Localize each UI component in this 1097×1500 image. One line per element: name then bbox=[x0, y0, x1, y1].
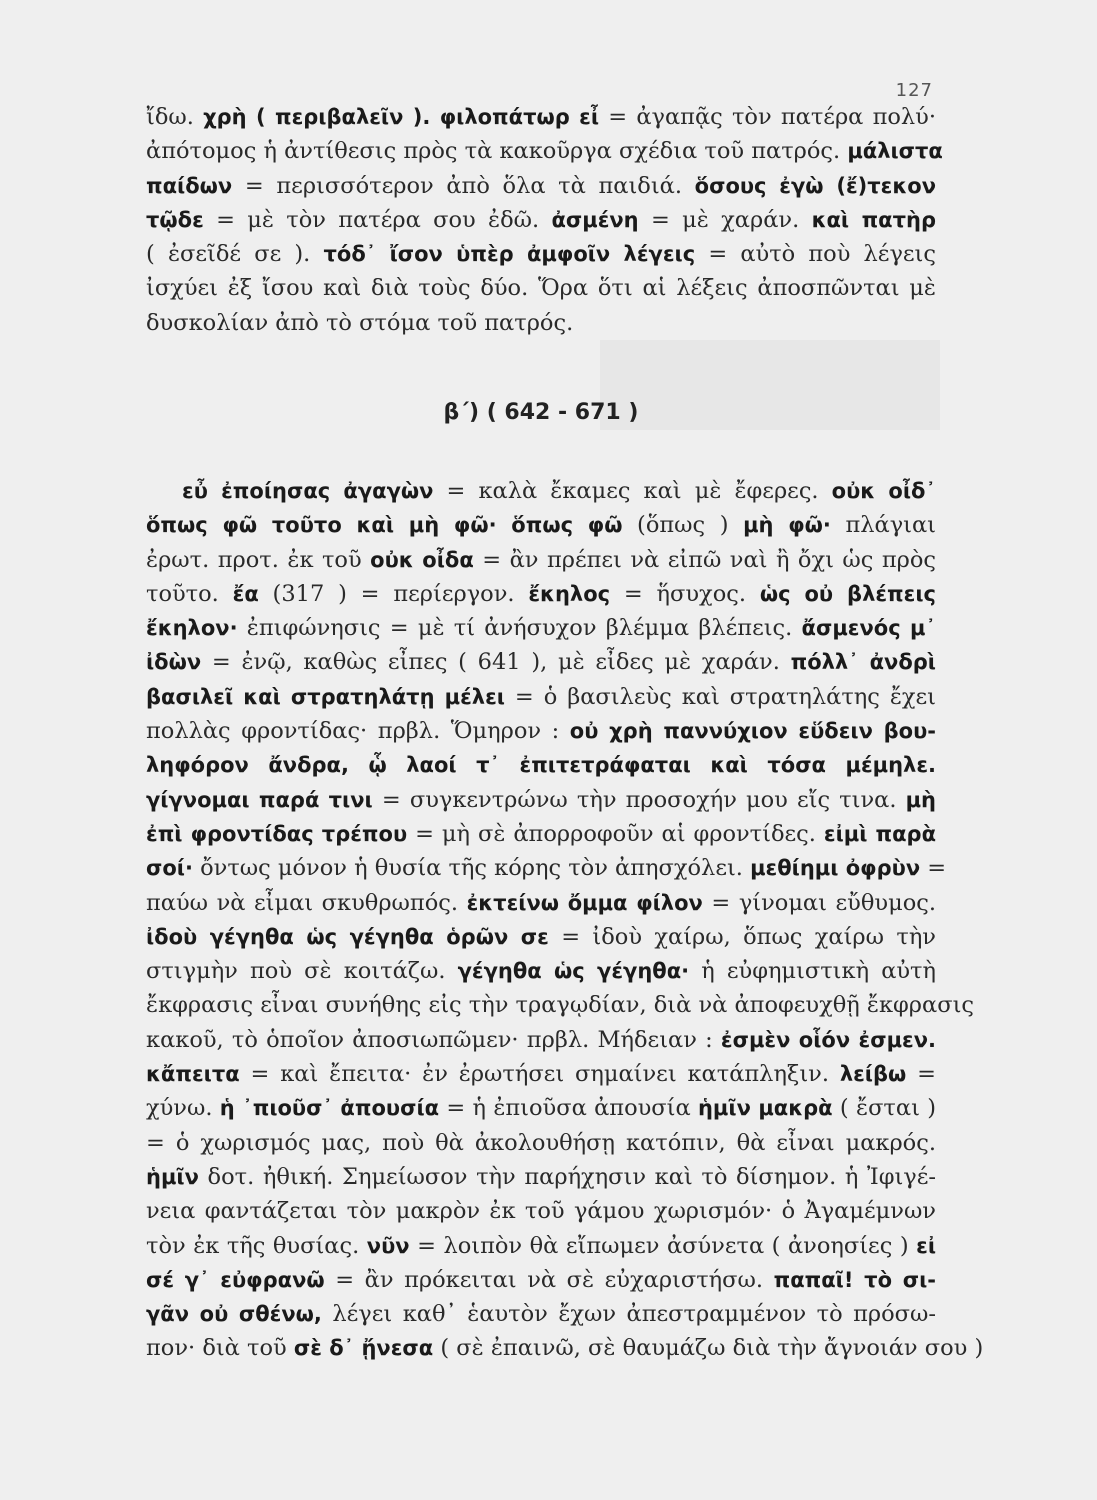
lemma-bold: ἰδοὺ γέγηθα ὡς γέγηθα ὁρῶν σε bbox=[146, 924, 549, 949]
commentary-paragraph-2 bbox=[146, 474, 984, 1366]
section-heading: β΄) ( 642 - 671 ) bbox=[443, 400, 639, 425]
gloss-text: (317 ) = περίεργον. bbox=[258, 580, 529, 607]
gloss-text: πλάγιαι bbox=[830, 512, 936, 539]
text-line bbox=[146, 680, 936, 714]
lemma-bold: καὶ πατὴρ bbox=[811, 207, 936, 232]
gloss-text: = γίνομαι εὔθυμος. bbox=[702, 889, 936, 916]
gloss-text: (ὅπως ) bbox=[622, 512, 744, 539]
gloss-text: = περισσότερον ἀπὸ ὅλα τὰ παιδιά. bbox=[232, 172, 695, 199]
lemma-bold: ἄσμενός μ᾽ bbox=[801, 616, 936, 641]
lemma-bold: ἔκηλον· bbox=[146, 616, 238, 641]
text-line bbox=[146, 543, 936, 577]
gloss-text: ἡ εὐφημιστικὴ αὐτὴ bbox=[689, 958, 936, 985]
gloss-text: ἴδω. bbox=[146, 104, 204, 130]
lemma-bold: παίδων bbox=[146, 173, 233, 198]
text-line bbox=[146, 920, 936, 954]
lemma-bold: ἡμῖν μακρὰ bbox=[697, 1096, 833, 1121]
lemma-bold: τόδ᾽ ἴσον ὑπὲρ ἀμφοῖν λέγεις bbox=[323, 242, 696, 267]
text-line bbox=[146, 169, 936, 203]
lemma-bold: ἐσμὲν οἷόν ἐσμεν. bbox=[720, 1027, 936, 1052]
gloss-text: πον· διὰ τοῦ bbox=[146, 1335, 294, 1362]
lemma-bold: οὐ χρὴ παννύχιον εὕδειν βου- bbox=[569, 719, 936, 744]
gloss-text: ἐρωτ. προτ. ἐκ τοῦ bbox=[146, 546, 371, 573]
lemma-bold: ἡ ᾽πιοῦσ᾽ ἀπουσία bbox=[219, 1096, 440, 1121]
gloss-text: = καὶ ἔπειτα· ἐν ἐρωτήσει σημαίνει κατάπληξιν. bbox=[239, 1061, 840, 1088]
lemma-bold: οὐκ οἶδα bbox=[370, 547, 474, 572]
text-line bbox=[146, 577, 936, 611]
text-line bbox=[146, 851, 947, 885]
lemma-bold: βασιλεῖ καὶ στρατηλάτῃ μέλει bbox=[146, 684, 505, 709]
lemma-bold: εἰ bbox=[916, 1233, 936, 1258]
text-line bbox=[146, 1229, 936, 1263]
text-line bbox=[146, 237, 936, 271]
text-line bbox=[146, 645, 936, 679]
gloss-text: παύω νὰ εἶμαι σκυθρωπός. bbox=[146, 889, 467, 916]
lemma-bold: μεθίημι ὀφρὺν bbox=[750, 856, 921, 881]
gloss-text: τοῦτο. bbox=[146, 580, 233, 607]
lemma-bold: πόλλ᾽ ἀνδρὶ bbox=[790, 650, 936, 675]
lemma-bold: ὅσους ἐγὼ (ἔ)τεκον bbox=[694, 173, 936, 198]
lemma-bold: ἔα bbox=[232, 581, 259, 606]
gloss-text: = bbox=[920, 855, 947, 882]
lemma-bold: εἰμὶ παρὰ bbox=[823, 821, 936, 846]
text-line bbox=[146, 1057, 936, 1091]
text-line bbox=[146, 1126, 936, 1160]
gloss-text: = μὲ τὸν πατέρα σου ἐδῶ. bbox=[203, 206, 552, 233]
lemma-bold: ἡμῖν bbox=[146, 1164, 199, 1189]
lemma-bold: σέ γ᾽ εὐφρανῶ bbox=[146, 1267, 325, 1292]
lemma-bold: ἐπὶ φροντίδας τρέπου bbox=[146, 821, 408, 846]
lemma-bold: ὡς οὐ βλέπεις bbox=[759, 581, 936, 606]
lemma-bold: μὴ bbox=[905, 787, 936, 812]
lemma-bold: εὖ ἐποίησας ἀγαγὼν bbox=[182, 479, 434, 503]
gloss-text: τὸν ἐκ τῆς θυσίας. bbox=[146, 1232, 367, 1259]
gloss-text: κακοῦ, τὸ ὁποῖον ἀποσιωπῶμεν· πρβλ. Μήδειαν : bbox=[146, 1026, 721, 1053]
gloss-text: = αὐτὸ ποὺ λέγεις bbox=[695, 241, 936, 268]
lemma-bold: ληφόρον ἄνδρα, ᾧ λαοί τ᾽ ἐπιτετράφαται καὶ τόσα μέμηλε. bbox=[146, 753, 936, 778]
gloss-text: ἰσχύει ἐξ ἴσου καὶ διὰ τοὺς δύο. Ὅρα ὅτι αἱ λέξεις ἀποσπῶνται μὲ bbox=[146, 275, 936, 302]
gloss-text: = ἐνῷ, καθὼς εἶπες ( 641 ), μὲ εἶδες μὲ χαράν. bbox=[201, 649, 791, 676]
gloss-text: ( ἔσται ) bbox=[832, 1095, 936, 1122]
text-line bbox=[146, 1194, 936, 1228]
text-line bbox=[146, 817, 936, 851]
gloss-text: ἔκφρασις εἶναι συνήθης εἰς τὴν τραγῳδίαν, διὰ νὰ ἀποφευχθῇ ἔκφρασις bbox=[146, 992, 975, 1019]
gloss-text: = bbox=[906, 1061, 936, 1088]
gloss-text: = ἂν πρόκειται νὰ σὲ εὐχαριστήσω. bbox=[324, 1266, 774, 1293]
lemma-bold: ὅπως φῶ τοῦτο καὶ μὴ φῶ· ὅπως φῶ bbox=[146, 513, 623, 538]
gloss-text: = ἂν πρέπει νὰ εἰπῶ ναὶ ἢ ὄχι ὡς πρὸς bbox=[473, 546, 936, 573]
text-line bbox=[146, 271, 936, 305]
lemma-bold: λείβω bbox=[839, 1062, 907, 1087]
text-line bbox=[146, 1023, 936, 1057]
lemma-bold: γίγνομαι παρά τινι bbox=[146, 787, 373, 812]
lemma-bold: οὐκ οἶδ᾽ bbox=[831, 479, 936, 503]
text-line bbox=[146, 1160, 936, 1194]
text-line bbox=[146, 886, 936, 920]
gloss-text: = καλὰ ἔκαμες καὶ μὲ ἔφερες. bbox=[433, 478, 832, 504]
text-line bbox=[146, 1263, 936, 1297]
gloss-text: στιγμὴν ποὺ σὲ κοιτάζω. bbox=[146, 958, 458, 985]
gloss-text: δυσκολίαν ἀπὸ τὸ στόμα τοῦ πατρός. bbox=[146, 309, 574, 336]
lemma-bold: σὲ δ᾽ ᾔνεσα bbox=[293, 1336, 434, 1361]
text-line bbox=[146, 134, 943, 168]
text-line bbox=[146, 100, 936, 134]
lemma-bold: χρὴ ( περιβαλεῖν ). φιλοπάτωρ εἶ bbox=[203, 105, 600, 129]
gloss-text: ἐπιφώνησις = μὲ τί ἀνήσυχον βλέμμα βλέπεις. bbox=[237, 615, 802, 642]
gloss-text: πολλὰς φροντίδας· πρβλ. Ὅμηρον : bbox=[146, 718, 570, 745]
gloss-text: νεια φαντάζεται τὸν μακρὸν ἐκ τοῦ γάμου χωρισμόν· ὁ Ἀγαμέμνων bbox=[146, 1198, 936, 1225]
page-number: 127 bbox=[895, 80, 933, 101]
text-line bbox=[146, 783, 936, 817]
text-line bbox=[146, 474, 936, 508]
gloss-text: = μὴ σὲ ἀπορροφοῦν αἱ φροντίδες. bbox=[407, 820, 824, 847]
gloss-text: = λοιπὸν θὰ εἴπωμεν ἀσύνετα ( ἀνοησίες ) bbox=[409, 1232, 917, 1259]
text-line bbox=[146, 748, 936, 782]
commentary-paragraph-1 bbox=[146, 100, 943, 340]
gloss-text: χύνω. bbox=[146, 1095, 220, 1122]
text-line bbox=[146, 611, 936, 645]
text-line bbox=[146, 508, 936, 542]
text-line bbox=[146, 1091, 936, 1125]
gloss-text: λέγει καθ᾽ ἑαυτὸν ἔχων ἀπεστραμμένον τὸ πρόσω- bbox=[321, 1301, 936, 1328]
text-line bbox=[146, 306, 936, 340]
text-line bbox=[146, 1297, 936, 1331]
lemma-bold: μάλιστα bbox=[847, 139, 943, 164]
lemma-bold: ἰδὼν bbox=[146, 650, 202, 675]
lemma-bold: μὴ φῶ· bbox=[743, 513, 831, 538]
text-line bbox=[146, 714, 936, 748]
text-line bbox=[146, 954, 936, 988]
gloss-text: ( ἐσεῖδέ σε ). bbox=[146, 241, 324, 268]
gloss-text: = μὲ χαράν. bbox=[638, 206, 812, 233]
gloss-text: = ὁ βασιλεὺς καὶ στρατηλάτης ἔχει bbox=[504, 683, 937, 710]
lemma-bold: ἔκηλος bbox=[528, 581, 611, 606]
text-line bbox=[146, 988, 975, 1022]
lemma-bold: ἐκτείνω ὄμμα φίλον bbox=[466, 890, 703, 915]
gloss-text: = ἰδοὺ χαίρω, ὅπως χαίρω τὴν bbox=[548, 923, 936, 950]
gloss-text: ( σὲ ἐπαινῶ, σὲ θαυμάζω διὰ τὴν ἄγνοιάν σου ) bbox=[433, 1335, 984, 1362]
gloss-text: = ὁ χωρισμός μας, ποὺ θὰ ἀκολουθήσῃ κατόπιν, θὰ εἶναι μακρός. bbox=[146, 1129, 936, 1156]
gloss-text: = ἥσυχος. bbox=[610, 580, 760, 607]
lemma-bold: γέγηθα ὡς γέγηθα· bbox=[457, 959, 690, 984]
gloss-text: ὄντως μόνον ἡ θυσία τῆς κόρης τὸν ἀπησχόλει. bbox=[192, 855, 751, 882]
gloss-text: = ἡ ἐπιοῦσα ἀπουσία bbox=[439, 1095, 698, 1122]
lemma-bold: κἄπειτα bbox=[146, 1062, 240, 1087]
lemma-bold: νῦν bbox=[366, 1233, 410, 1258]
gloss-text: = συγκεντρώνω τὴν προσοχήν μου εἴς τινα. bbox=[372, 786, 906, 813]
lemma-bold: τῷδε bbox=[146, 207, 204, 232]
text-line bbox=[146, 203, 936, 237]
lemma-bold: ἀσμένη bbox=[551, 207, 639, 232]
lemma-bold: γᾶν οὐ σθένω, bbox=[146, 1302, 322, 1327]
lemma-bold: σοί· bbox=[146, 856, 193, 881]
gloss-text: ἀπότομος ἡ ἀντίθεσις πρὸς τὰ κακοῦργα σχέδια τοῦ πατρός. bbox=[146, 138, 848, 165]
lemma-bold: παπαῖ! τὸ σι- bbox=[773, 1267, 936, 1292]
text-line bbox=[146, 1331, 984, 1365]
gloss-text: = ἀγαπᾷς τὸν πατέρα πολύ· bbox=[599, 104, 937, 130]
gloss-text: δοτ. ἠθική. Σημείωσον τὴν παρήχησιν καὶ τὸ δίσημον. ἡ Ἰφιγέ- bbox=[198, 1163, 936, 1190]
